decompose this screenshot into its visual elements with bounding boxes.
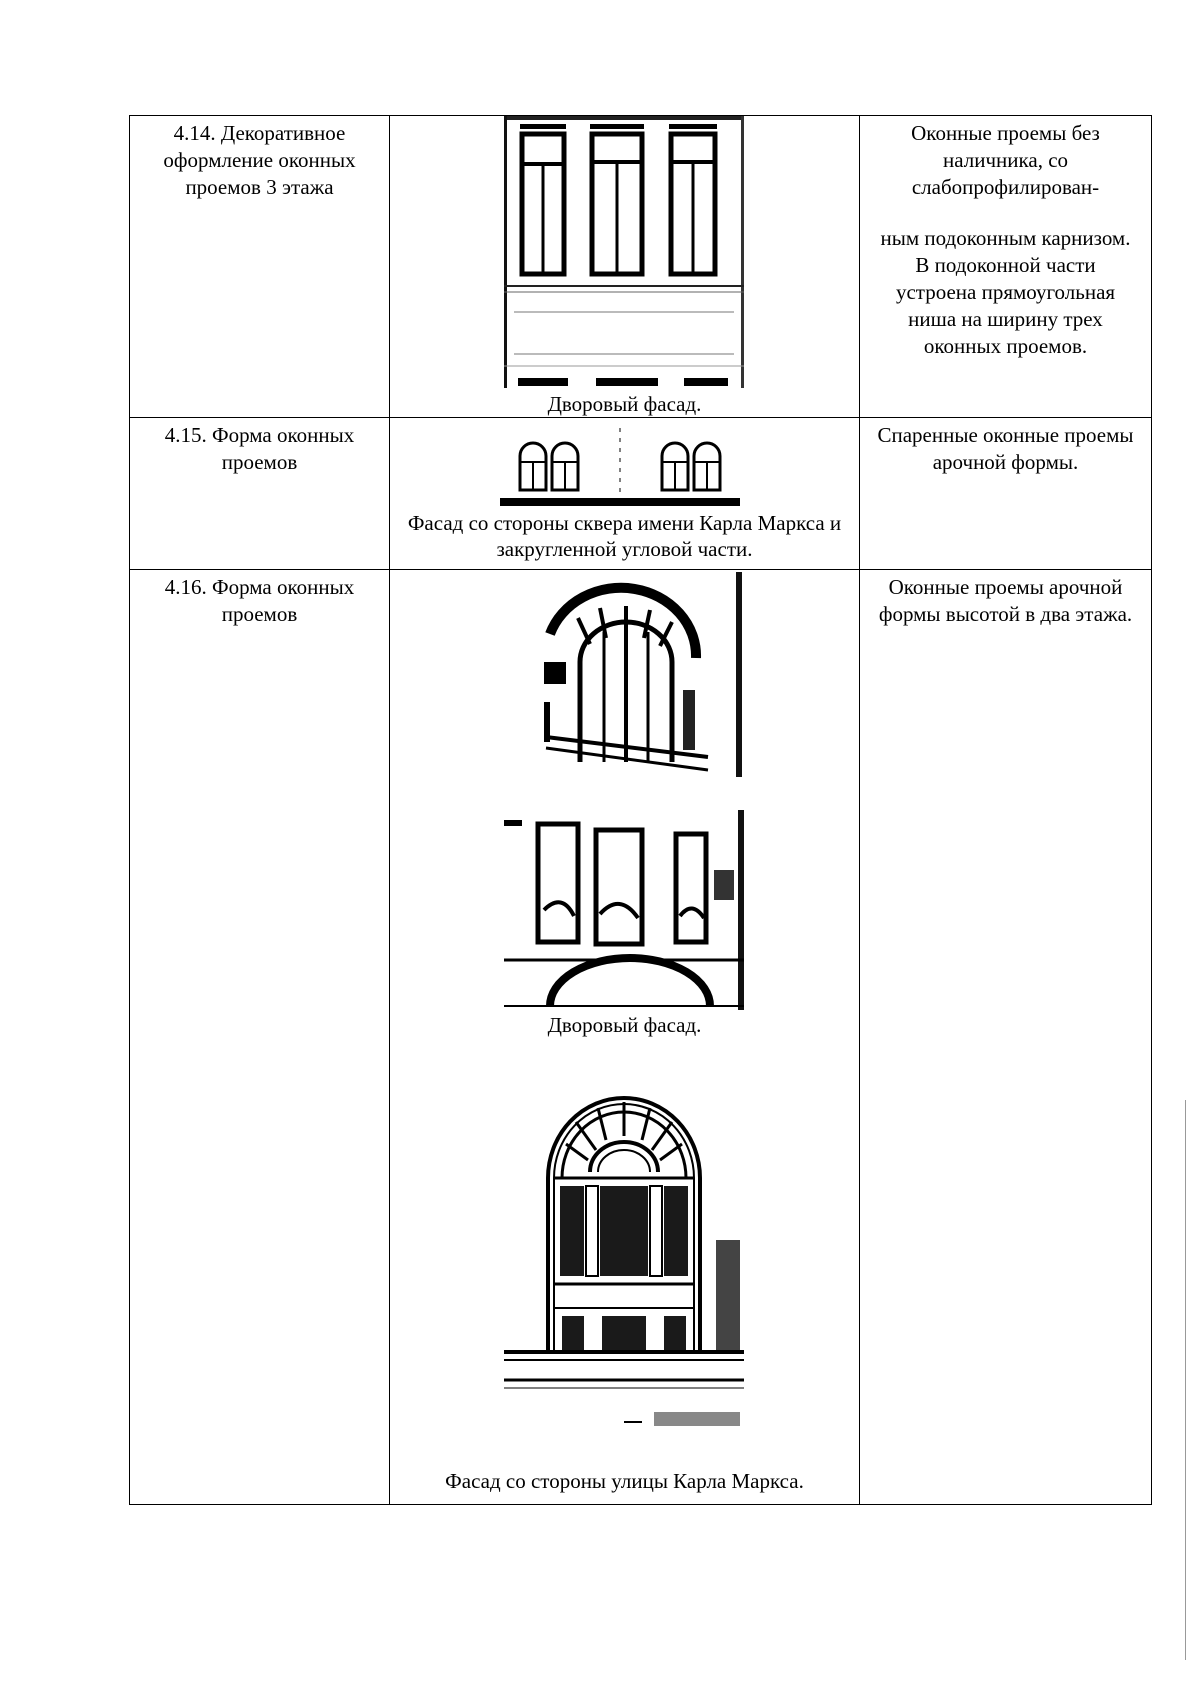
row-description: Спаренные оконные проемы арочной формы. [877,423,1134,474]
table-row [130,418,1152,570]
row-label: 4.14. Декоративное оформление оконных проемов 3 этажа [163,121,356,199]
figure-cell [390,116,860,418]
scan-edge-line [1185,1100,1186,1660]
courtyard-facade-3rd-floor-photo [504,116,744,388]
figure-caption-1: Дворовый фасад. [547,1013,702,1037]
figure-cell [390,570,860,1505]
karl-marx-street-arched-window-drawing [504,1040,744,1454]
specification-table [129,115,1152,1505]
figure-caption: Дворовый фасад. [547,392,702,416]
row-label-cell [130,116,390,418]
row-description-cell [860,418,1152,570]
description-part-1: Оконные проемы без наличника, со слабопрофилирован- [911,121,1100,199]
courtyard-lower-windows-photo [504,810,744,1010]
figure-caption: Фасад со стороны сквера имени Карла Маркса и закругленной угловой части. [407,511,842,561]
figure-caption-2: Фасад со стороны улицы Карла Маркса. [445,1469,804,1493]
row-description-cell [860,116,1152,418]
row-label-cell [130,570,390,1505]
figure-cell [390,418,860,570]
row-label: 4.16. Форма оконных проемов [164,575,355,626]
description-part-2: ным подоконным карнизом. В подоконной части устроена прямоугольная ниша на ширину трех оконных проемов. [880,226,1131,358]
table-row [130,116,1152,418]
row-label: 4.15. Форма оконных проемов [164,423,355,474]
row-description [860,116,1151,360]
paired-arched-windows-drawing [500,428,740,508]
row-description-cell [860,570,1152,1505]
table-row [130,570,1152,1505]
courtyard-arched-window-photo [508,572,744,777]
row-label-cell [130,418,390,570]
row-description: Оконные проемы арочной формы высотой в два этажа. [878,575,1133,626]
